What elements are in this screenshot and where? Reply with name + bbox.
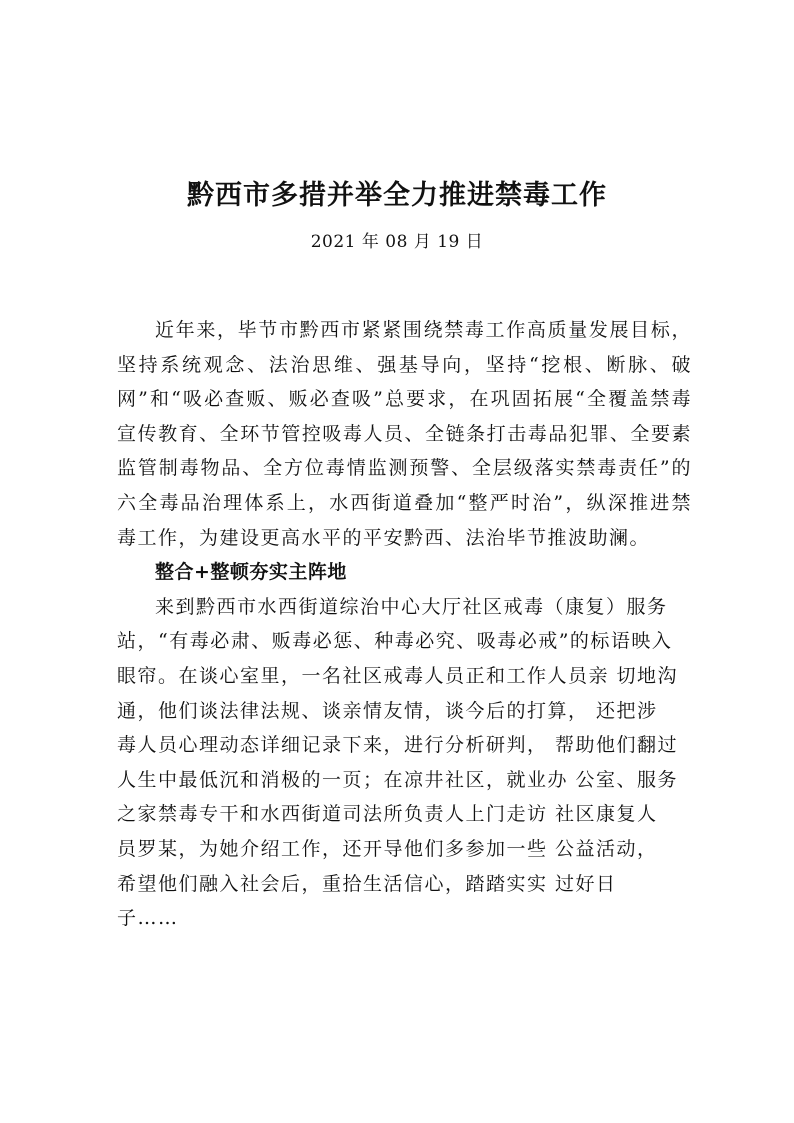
document-date: 2021 年 08 月 19 日 (310, 232, 484, 252)
intro-paragraph: 近年来，毕节市黔西市紧紧围绕禁毒工作高质量发展目标，坚持系统观念、法治思维、强基导向，坚持“挖根、断脉、破网”和“吸必查贩、贩必查吸”总要求，在巩固拓展“全覆盖禁毒宣传教育、全环节管控吸毒人员、全链条打击毒品犯罪、全要素监管制毒物品、全方位毒情监测预警、全层级落实禁毒责任”的六全毒品治理体系上，水西街道叠加“整严时治”，纵深推进禁毒工作，为建设更高水平的平安黔西、法治毕节推波助澜。 (117, 319, 692, 549)
paragraph-line: 通，他们谈法律法规、谈亲情友情，谈今后的打算， 还把涉 (117, 699, 658, 722)
paragraph-line: 之家禁毒专干和水西街道司法所负责人上门走访 社区康复人 (117, 803, 658, 826)
paragraph-line: 员罗某，为她介绍工作，还开导他们多参加一些 公益活动， (117, 837, 658, 860)
section-heading: 整合+整顿夯实主阵地 (155, 561, 347, 584)
document-title: 黔西市多措并举全力推进禁毒工作 (187, 180, 607, 211)
paragraph-line: 来到黔西市水西街道综治中心大厅社区戒毒（康复）服务 (155, 595, 668, 618)
paragraph-line: 眼帘。在谈心室里，一名社区戒毒人员正和工作人员亲 切地沟 (117, 664, 679, 687)
paragraph-line: 站，“有毒必肃、贩毒必惩、种毒必究、吸毒必戒”的标语映入 (117, 630, 673, 653)
section-paragraph (117, 590, 692, 936)
document-body (117, 313, 692, 936)
paragraph-line: 毒人员心理动态详细记录下来，进行分析研判， 帮助他们翻过 (117, 734, 679, 757)
paragraph-line: 人生中最低沉和消极的一页；在凉井社区，就业办 公室、服务 (117, 768, 679, 791)
paragraph-line: 子…… (117, 907, 179, 930)
paragraph-line: 希望他们融入社会后，重拾生活信心，踏踏实实 过好日 (117, 872, 617, 895)
